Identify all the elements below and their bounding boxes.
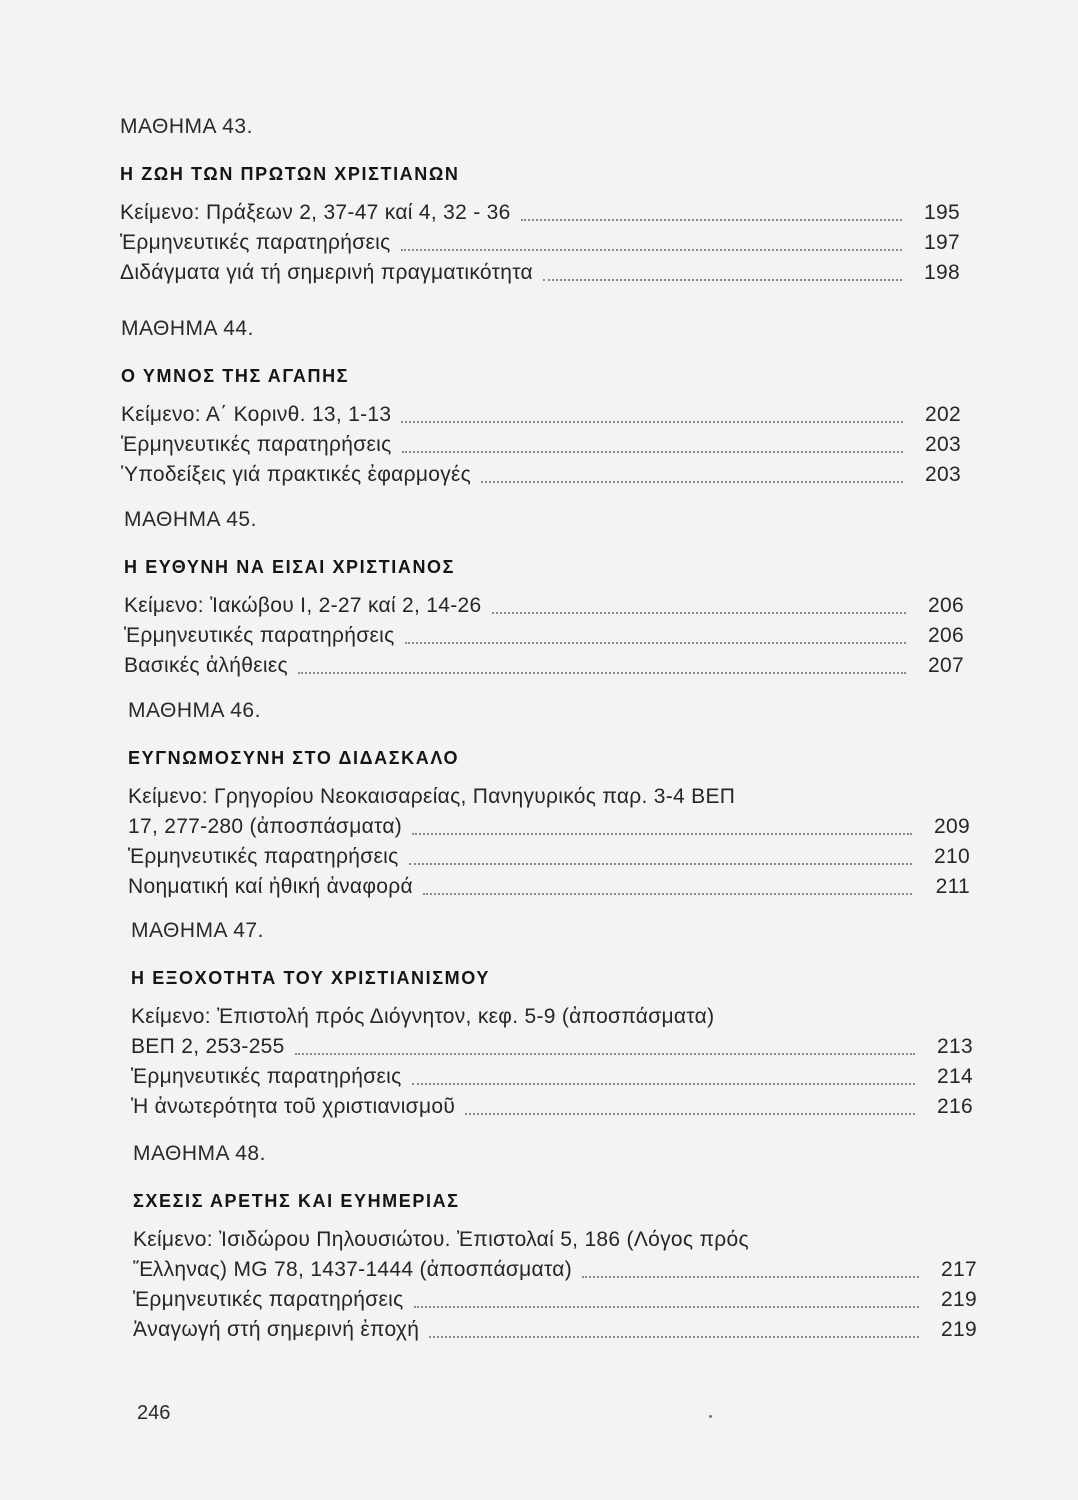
page-number: 209 (934, 815, 970, 838)
toc-entry (120, 228, 960, 258)
entry-text: Ἡ ἀνωτερότητα τοῦ χριστιανισμοῦ (131, 1095, 456, 1118)
lesson-title: Η ΖΩΗ ΤΩΝ ΠΡΩΤΩΝ ΧΡΙΣΤΙΑΝΩΝ (120, 164, 460, 184)
toc-entry (128, 872, 970, 902)
lesson-title: Η ΕΞΟΧΟΤΗΤΑ ΤΟΥ ΧΡΙΣΤΙΑΝΙΣΜΟΥ (131, 968, 490, 988)
toc-entry (124, 651, 964, 681)
page-number: 203 (925, 463, 961, 486)
entry-text: Ἑρμηνευτικές παρατηρήσεις (121, 433, 392, 456)
toc-entry (128, 812, 970, 842)
entry-text: Ὑποδείξεις γιά πρακτικές ἐφαρμογές (121, 463, 472, 486)
dot-leader (481, 481, 903, 483)
entry-text: Κείμενο: Πράξεων 2, 37-47 καί 4, 32 - 36 (120, 201, 511, 224)
page-number: 211 (935, 875, 970, 898)
toc-section (121, 316, 961, 490)
dot-leader (543, 279, 902, 281)
lesson-title: ΕΥΓΝΩΜΟΣΥΝΗ ΣΤΟ ΔΙΔΑΣΚΑΛΟ (128, 748, 460, 768)
lesson-title: Ο ΥΜΝΟΣ ΤΗΣ ΑΓΑΠΗΣ (121, 366, 350, 386)
lesson-heading: ΜΑΘΗΜΑ 43. (120, 115, 253, 138)
dot-leader (521, 219, 902, 221)
toc-entry (133, 1255, 977, 1285)
toc-section (124, 507, 964, 681)
dot-leader (423, 893, 912, 895)
toc-section (128, 698, 970, 902)
dot-leader (412, 1083, 915, 1085)
entry-text: Ἑρμηνευτικές παρατηρήσεις (120, 231, 391, 254)
page-number: 216 (937, 1095, 973, 1118)
toc-entry (128, 842, 970, 872)
toc-entry (120, 198, 960, 228)
toc-section (131, 918, 973, 1122)
entry-text: Κείμενο: Α΄ Κορινθ. 13, 1-13 (121, 403, 392, 426)
toc-entry (120, 258, 960, 288)
dot-leader (414, 1306, 919, 1308)
dot-leader (582, 1276, 919, 1278)
lesson-heading: ΜΑΘΗΜΑ 47. (131, 919, 264, 942)
entry-text: ΒΕΠ 2, 253-255 (131, 1035, 285, 1058)
page-number: 213 (937, 1035, 973, 1058)
page-number: 203 (925, 433, 961, 456)
page-number: 195 (924, 201, 960, 224)
page-number: 214 (937, 1065, 973, 1088)
dot-leader (492, 612, 907, 614)
page-number: 217 (941, 1258, 977, 1281)
lesson-heading: ΜΑΘΗΜΑ 44. (121, 317, 254, 340)
toc-entry (133, 1315, 977, 1345)
dot-leader (295, 1053, 915, 1055)
page-number: 198 (924, 261, 960, 284)
dot-leader (465, 1113, 915, 1115)
dot-leader (405, 642, 906, 644)
dot-leader (429, 1336, 919, 1338)
toc-entry (121, 430, 961, 460)
toc-entry (131, 1062, 973, 1092)
lesson-title: ΣΧΕΣΙΣ ΑΡΕΤΗΣ ΚΑΙ ΕΥΗΜΕΡΙΑΣ (133, 1191, 460, 1211)
page-number: 207 (928, 654, 964, 677)
entry-text: Ἑρμηνευτικές παρατηρήσεις (133, 1288, 404, 1311)
lesson-heading: ΜΑΘΗΜΑ 48. (133, 1142, 266, 1165)
dot-leader (409, 863, 912, 865)
toc-section (133, 1141, 977, 1345)
toc-entry (131, 1092, 973, 1122)
toc-section (120, 114, 960, 288)
dot-leader (412, 833, 912, 835)
dot-leader (401, 421, 903, 423)
page-number: 206 (928, 624, 964, 647)
entry-text: Ἑρμηνευτικές παρατηρήσεις (131, 1065, 402, 1088)
lesson-heading: ΜΑΘΗΜΑ 46. (128, 699, 261, 722)
toc-entry (124, 591, 964, 621)
toc-entry (131, 1032, 973, 1062)
entry-text: Ἀναγωγή στή σημερινή ἐποχή (133, 1318, 420, 1341)
page-number: 206 (928, 594, 964, 617)
dot-leader (401, 249, 902, 251)
page-number: 210 (934, 845, 970, 868)
page-number: 197 (924, 231, 960, 254)
entry-text: Διδάγματα γιά τή σημερινή πραγματικότητα (120, 261, 533, 284)
page-number: 219 (941, 1318, 977, 1341)
scan-speck (709, 1415, 712, 1418)
entry-text: Κείμενο: Ἰακώβου Ι, 2-27 καί 2, 14-26 (124, 594, 482, 617)
entry-first-line: Κείμενο: Ἐπιστολή πρός Διόγνητον, κεφ. 5-9 (ἀποσπάσματα) (131, 1005, 715, 1028)
lesson-title: Η ΕΥΘΥΝΗ ΝΑ ΕΙΣΑΙ ΧΡΙΣΤΙΑΝΟΣ (124, 557, 456, 577)
entry-first-line: Κείμενο: Ἰσιδώρου Πηλουσιώτου. Ἐπιστολαί 5, 186 (Λόγος πρός (133, 1228, 749, 1251)
toc-entry (121, 400, 961, 430)
entry-text: Ἑρμηνευτικές παρατηρήσεις (128, 845, 399, 868)
dot-leader (402, 451, 903, 453)
entry-text: Ἕλληνας) MG 78, 1437-1444 (ἀποσπάσματα) (133, 1258, 573, 1281)
entry-text: Βασικές ἀλήθειες (124, 654, 288, 677)
page-number: 219 (941, 1288, 977, 1311)
toc-entry (124, 621, 964, 651)
entry-first-line: Κείμενο: Γρηγορίου Νεοκαισαρείας, Πανηγυρικός παρ. 3-4 ΒΕΠ (128, 785, 736, 808)
toc-entry (121, 460, 961, 490)
entry-text: Νοηματική καί ἠθική ἀναφορά (128, 875, 413, 898)
dot-leader (298, 672, 906, 674)
entry-text: Ἑρμηνευτικές παρατηρήσεις (124, 624, 395, 647)
page-folio: 246 (137, 1402, 171, 1424)
entry-text: 17, 277-280 (ἀποσπάσματα) (128, 815, 403, 838)
lesson-heading: ΜΑΘΗΜΑ 45. (124, 508, 257, 531)
toc-entry (133, 1285, 977, 1315)
page-number: 202 (925, 403, 961, 426)
